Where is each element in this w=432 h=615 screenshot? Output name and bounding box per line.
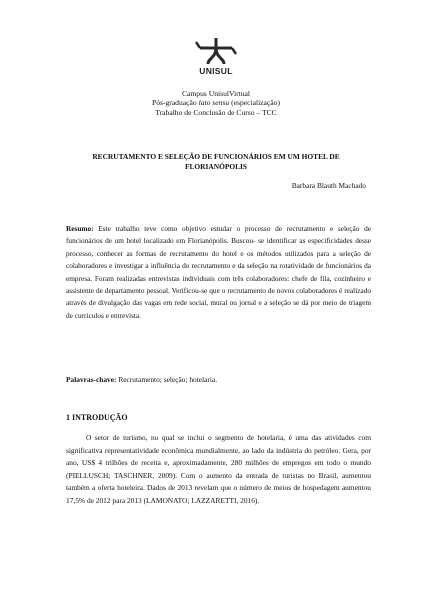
- section-heading: 1 INTRODUÇÃO: [66, 413, 128, 422]
- unisul-logo-icon: [186, 36, 246, 66]
- program-suffix: (especialização): [229, 98, 280, 108]
- abstract-text: Este trabalho teve como objetivo estudar o processo de recrutamento e seleção de funcionários de um hotel localizado em Florianópolis. Buscou- se identificar as especificidades desse processo, conhecer as formas de recrutamento do hotel e os métodos utilizados para a seleção de colaboradores e investigar a influência do recrutamento e da seleção na rotatividade de funcionários da empresa. Foram realizadas entrevistas individuais com três colaboradores: chefe de fila, cozinheiro e assistente de departamento pessoal. Verificou-se que o recrutamento de novos colaboradores é realizado através de divulgação das vagas em rede social, mural ou jornal e a seleção se dá por meio de triagem de currículos e entrevista.: [66, 224, 371, 320]
- campus-line: Campus UnisulVirtual: [181, 89, 251, 98]
- title-line-2: FLORIANÓPOLIS: [184, 162, 247, 171]
- title-line-1: RECRUTAMENTO E SELEÇÃO DE FUNCIONÁRIOS EM UM HOTEL DE: [92, 152, 340, 161]
- course-work-line: Trabalho de Conclusão de Curso – TCC: [155, 107, 277, 117]
- author-name: Barbara Blauth Machado: [291, 181, 366, 190]
- abstract: [66, 223, 371, 322]
- abstract-label: Resumo:: [66, 224, 94, 233]
- logo-text: UNISUL: [199, 66, 233, 76]
- unisul-logo: [0, 36, 432, 88]
- keywords-text: Recrutamento; seleção; hotelaria.: [116, 375, 218, 384]
- paper-title: [40, 152, 392, 172]
- program-italic: lato sensu: [198, 98, 230, 108]
- program-prefix: Pós-graduação: [151, 98, 199, 108]
- introduction-paragraph: O setor de turismo, no qual se inclui o segmento de hotelaria, é uma das atividades com significativa representatividade econômica mundialmente, ao lado da indústria do petróleo. Gera, por ano, US$ 4 trilhões de receita e, aproximadamente, 280 milhões de empregos em todo o mundo (PIELLUSCH; TASCHNER, 2009). Com o aumento da entrada de turistas no Brasil, aumentou também a oferta hoteleira. Dados de 2013 revelam que o número de meios de hospedagem aumentou 17,5% de 2012 para 2013 (LAMONATO; LAZZARETTI, 2016).: [66, 433, 371, 505]
- keywords-label: Palavras-chave:: [66, 375, 117, 384]
- document-header: [0, 89, 432, 117]
- program-line: [0, 98, 432, 107]
- keywords: [66, 375, 217, 384]
